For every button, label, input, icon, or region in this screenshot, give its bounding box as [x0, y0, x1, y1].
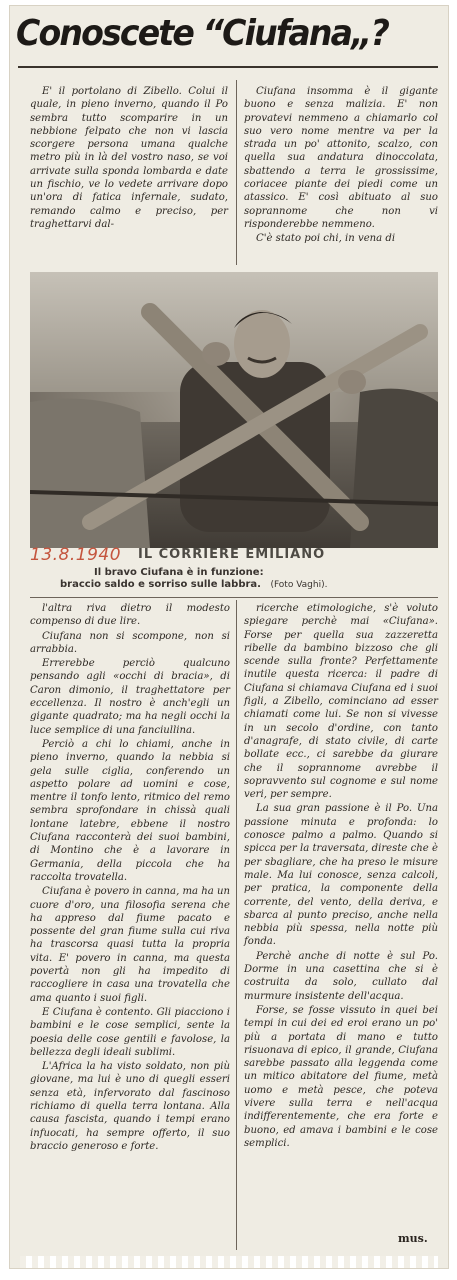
paragraph: Ciufana insomma è il gigante buono e senza malizia. E' non provatevi nemmeno a chiamarlo col suo vero nome mentre va per la strada un po' attonito, scalzo, con quella sua andatura dinoccolata, sbattendo a terra le grossissime, coriacee piante dei piedi come un atassico. E' così abituato al suo soprannome che non vi risponderebbe nemmeno. [244, 86, 438, 230]
caption-line-1: Il bravo Ciufana è in funzione: [94, 567, 264, 578]
paragraph: Ciufana è povero in canna, ma ha un cuore d'oro, una filosofia serena che ha appreso dal fiume pacato e possente del gran fiume sulla cui riva ha trascorsa quasi tutta la propria vita. E' povero in canna, ma questa povertà non gli ha impedito di raccogliere in casa una trovatella che ama quanto i suoi figli. [30, 886, 231, 1004]
author-signature: mus. [398, 1232, 428, 1245]
paragraph: l'altra riva dietro il modesto compenso di due lire. [30, 603, 230, 628]
paragraph: E' il portolano di Zibello. Colui il quale, in pieno inverno, quando il Po sembra tutto scomparire in un nebbione felpato che non vi lascia scorgere persona umana qualche metro più in là del vostro naso, se voi arrivate sulla sponda lombarda e date un fischio, ve lo vedete arrivare dopo un'ora di fatica infernale, sudato, remando calmo e preciso, per traghettarvi dal- [30, 86, 228, 230]
column-top-right [244, 85, 438, 246]
column-divider-bottom [236, 600, 237, 1250]
headline-rule [18, 66, 438, 68]
handwritten-date: 13.8.1940 [30, 545, 122, 565]
caption-credit: (Foto Vaghi). [270, 580, 328, 590]
paragraph: Errerebbe perciò qualcuno pensando agli «occhi di bracia», di Caron dimonio, il traghettatore per eccellenza. Il nostro è anch'egli un gigante quadrato; ma ha negli occhi la luce semplice di una fanciullina. [30, 658, 230, 736]
ferryman-photo [30, 272, 438, 548]
column-bottom-left [30, 602, 230, 1153]
paragraph: E Ciufana è contento. Gli piacciono i bambini e le cose semplici, sente la poesia delle cose gentili e favolose, la bellezza degli ideali sublimi. [30, 1006, 230, 1058]
caption-line-2: braccio saldo e sorriso sulle labbra. [60, 579, 261, 590]
paragraph: La sua gran passione è il Po. Una passione minuta e profonda: lo conosce palmo a palmo. Quando si spicca per la traversata, direste che è per sbagliare, che ha preso le misure male. Ma lui conosce, senza calcoli, per pratica, la componente della corrente, del vento, della deriva, e sbarca al punto preciso, anche nella nebbia più spessa, nella notte più fonda. [244, 803, 438, 948]
paragraph: C'è stato poi chi, in vena di [256, 233, 396, 245]
paragraph: Forse, se fosse vissuto in quei bei tempi in cui dei ed eroi erano un po' più a portata di mano e tutto risuonava di epico, il grande, Ciufana sarebbe passato alla leggenda come un mitico abitatore del fiume, metà uomo e metà pesce, che poteva vivere sulla terra e nell'acqua indifferentemente, che era forte e buono, ed amava i bambini e le cose semplici. [244, 1004, 438, 1149]
column-top-left [30, 85, 228, 231]
paragraph: ricerche etimologiche, s'è voluto spiegare perchè mai «Ciufana». Forse per quella sua zazzeretta ribelle da bambino bizzoso che gli scende sulla fronte? Perfettamente inutile questa ricerca: il padre di Ciufana si chiamava Ciufana ed i suoi figli, a Zibello, cominciano ad esser chiamati come lui. Se non si vivesse in un secolo d'ordine, con tanto d'anagrafe, di stato civile, di carte bollate ecc., ci sarebbe da giurare che il soprannome avrebbe il sopravvento sul cognome e sul nome veri, per sempre. [244, 603, 438, 801]
paragraph: L'Africa la ha visto soldato, non più giovane, ma lui è uno di quegli esseri senza età, infervorato dal fascinoso richiamo di quella terra lontana. Alla causa fascista, quando i tempi erano infuocati, ha sempre offerto, il suo braccio generoso e forte. [30, 1061, 230, 1152]
caption-rule [30, 597, 438, 598]
newspaper-stamp: IL CORRIERE EMILIANO [138, 547, 326, 562]
paragraph: Perciò a chi lo chiami, anche in pieno inverno, quando la nebbia si gela sulle ciglia, conferendo un aspetto polare ad uomini e cose, mentre il tonfo lento, ritmico del remo sembra sprofondare in chissà quali lontane latebre, ebbene il nostro Ciufana racconterà dei suoi bambini, di Montino che è a lavorare in Germania, della piccola che ha raccolta trovatella. [30, 738, 230, 883]
paragraph: Ciufana non si scompone, non si arrabbia. [30, 630, 230, 655]
ferryman-figure [30, 272, 438, 548]
clipping-edge [20, 1256, 438, 1268]
paragraph: Perchè anche di notte è sul Po. Dorme in una casettina che si è costruita da solo, cullato dal murmure insistente dell'acqua. [244, 950, 438, 1002]
photo-caption [60, 567, 410, 591]
article-headline: Conoscete “Ciufana„? [16, 13, 389, 54]
column-divider-top [236, 80, 237, 265]
column-bottom-right [244, 602, 438, 1150]
